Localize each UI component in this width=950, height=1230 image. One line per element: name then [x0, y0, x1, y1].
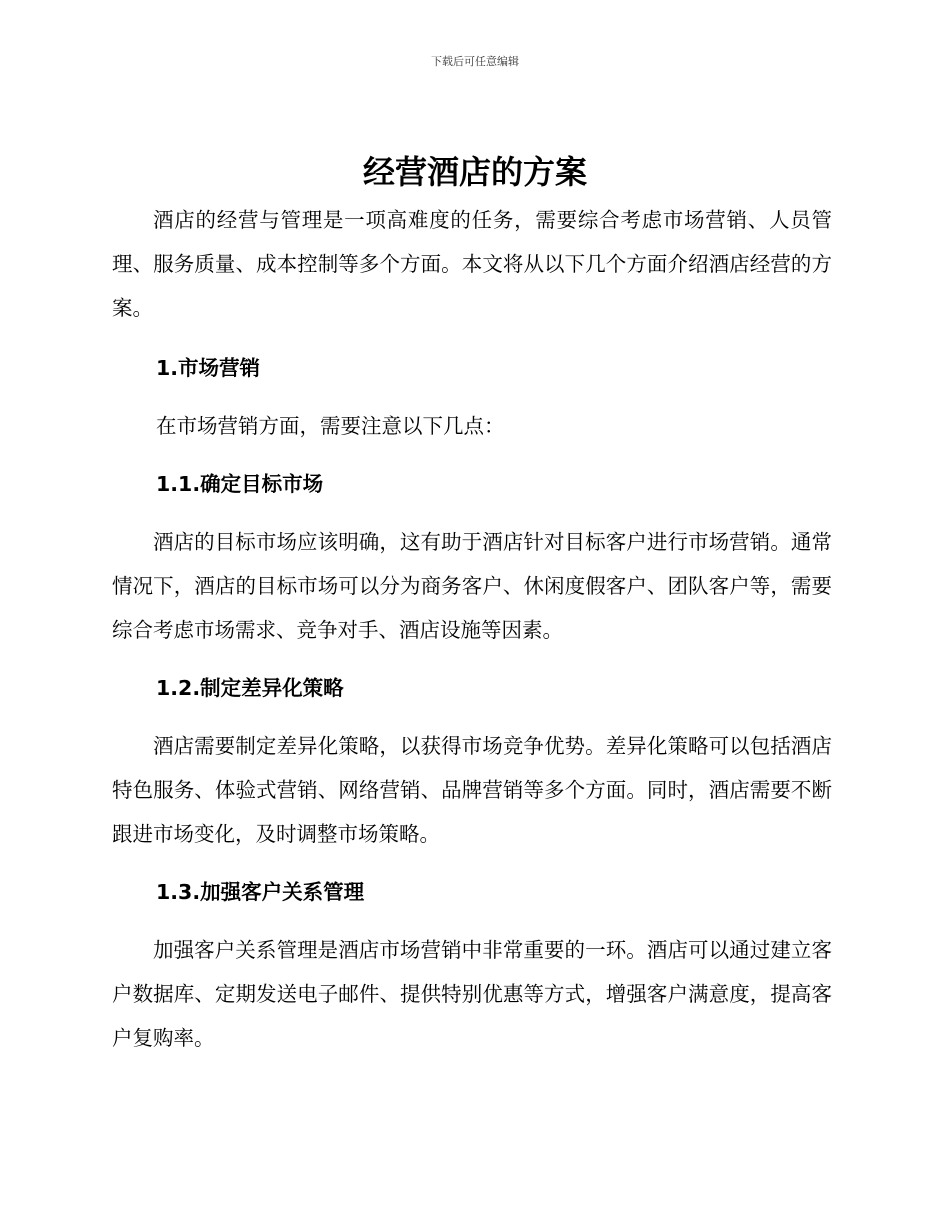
section-1-2-body: 酒店需要制定差异化策略，以获得市场竞争优势。差异化策略可以包括酒店特色服务、体验式营销、网络营销、品牌营销等多个方面。同时，酒店需要不断跟进市场变化，及时调整市场策略。	[112, 734, 832, 846]
document-title: 经营酒店的方案	[362, 153, 587, 191]
section-1-2-heading: 1.2.制定差异化策略	[156, 676, 344, 700]
section-1-3-body: 加强客户关系管理是酒店市场营销中非常重要的一环。酒店可以通过建立客户数据库、定期发送电子邮件、提供特别优惠等方式，增强客户满意度，提高客户复购率。	[112, 938, 832, 1050]
header-note: 下载后可任意编辑	[431, 55, 519, 68]
section-1-1-heading: 1.1.确定目标市场	[156, 472, 324, 496]
intro-paragraph: 酒店的经营与管理是一项高难度的任务，需要综合考虑市场营销、人员管理、服务质量、成本控制等多个方面。本文将从以下几个方面介绍酒店经营的方案。	[112, 208, 832, 320]
section-1-3-heading: 1.3.加强客户关系管理	[156, 880, 365, 904]
section-1-heading: 1.市场营销	[156, 356, 261, 380]
section-1-lead: 在市场营销方面，需要注意以下几点：	[156, 414, 505, 438]
section-1-1-body: 酒店的目标市场应该明确，这有助于酒店针对目标客户进行市场营销。通常情况下，酒店的目标市场可以分为商务客户、休闲度假客户、团队客户等，需要综合考虑市场需求、竞争对手、酒店设施等因素。	[112, 530, 832, 642]
